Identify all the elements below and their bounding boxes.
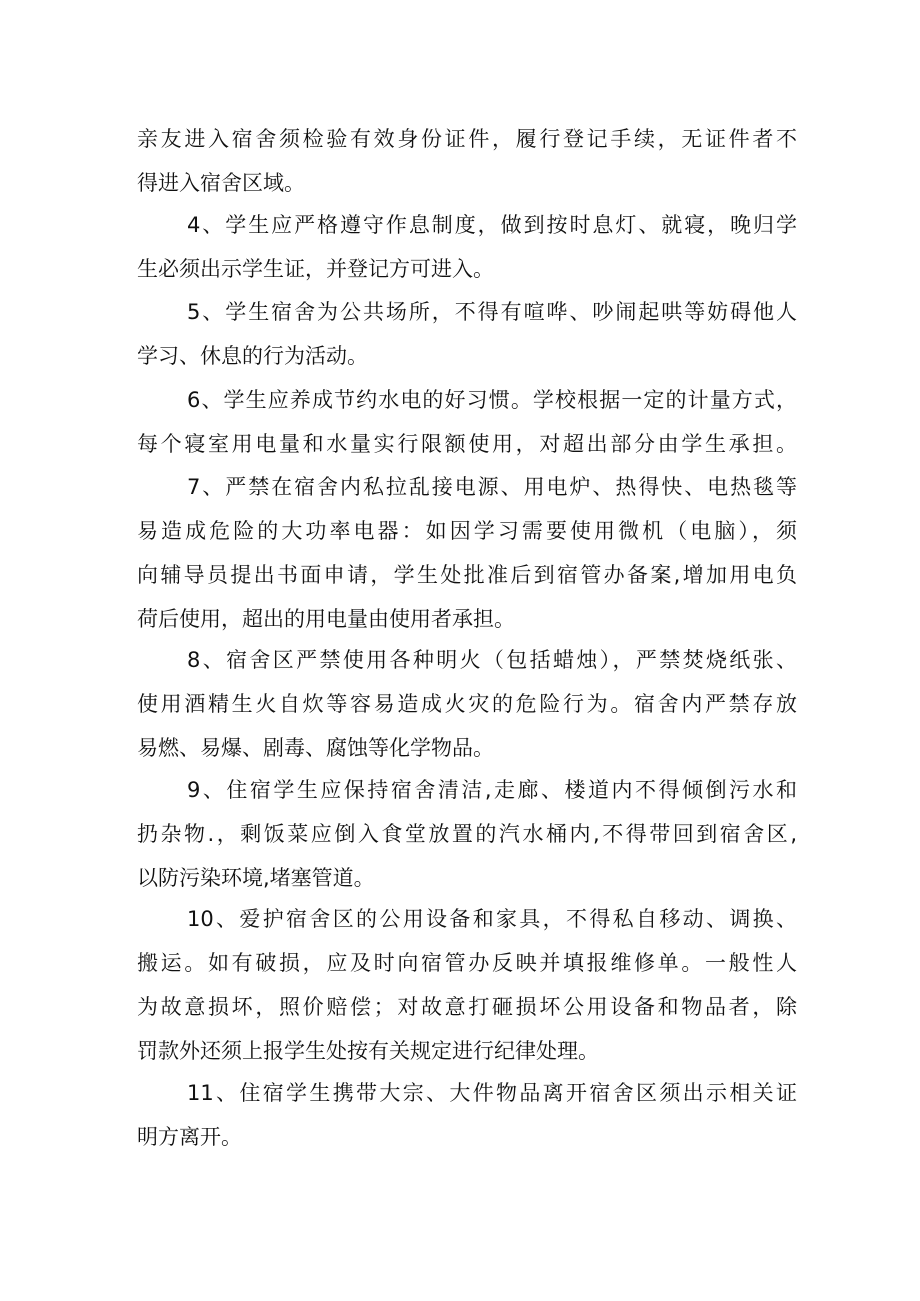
paragraph-line: 亲友进入宿舍须检验有效身份证件，履行登记手续，无证件者不 <box>137 127 797 151</box>
paragraph-line: 生必须出示学生证，并登记方可进入。 <box>137 257 494 281</box>
paragraph-line: 每个寝室用电量和水量实行限额使用，对超出部分由学生承担。 <box>137 432 797 456</box>
paragraph-line: 6、学生应养成节约水电的好习惯。学校根据一定的计量方式， <box>187 388 797 412</box>
paragraph-rule-11 <box>137 1071 797 1159</box>
paragraph-line: 5、学生宿舍为公共场所，不得有喧哗、吵闹起哄等妨碍他人 <box>187 300 797 324</box>
paragraph-line: 罚款外还须上报学生处按有关规定进行纪律处理。 <box>137 1039 599 1063</box>
paragraph-rule-8 <box>137 638 797 770</box>
paragraph-rule-4 <box>137 203 797 291</box>
paragraph-line: 使用酒精生火自炊等容易造成火灾的危险行为。宿舍内严禁存放 <box>137 692 797 716</box>
paragraph-rule-6 <box>137 378 797 466</box>
paragraph-line: 搬运。如有破损，应及时向宿管办反映并填报维修单。一般性人 <box>137 951 797 975</box>
paragraph-line: 向辅导员提出书面申请，学生处批准后到宿管办备案,增加用电负 <box>137 563 797 587</box>
paragraph-line: 得进入宿舍区域。 <box>137 171 305 195</box>
paragraph-line: 易燃、易爆、剧毒、腐蚀等化学物品。 <box>137 736 494 760</box>
paragraph-line: 扔杂物.，剩饭菜应倒入食堂放置的汽水桶内,不得带回到宿舍区, <box>137 822 797 846</box>
paragraph-rule-10 <box>137 897 797 1073</box>
paragraph-line: 8、宿舍区严禁使用各种明火（包括蜡烛），严禁焚烧纸张、 <box>187 648 797 672</box>
paragraph-line: 明方离开。 <box>137 1125 242 1149</box>
paragraph-line: 荷后使用，超出的用电量由使用者承担。 <box>137 607 515 631</box>
paragraph-rule-9 <box>137 768 797 900</box>
paragraph-line: 学习、休息的行为活动。 <box>137 344 368 368</box>
paragraph-visitor-registration <box>137 117 797 205</box>
paragraph-rule-5 <box>137 290 797 378</box>
paragraph-line: 4、学生应严格遵守作息制度，做到按时息灯、就寝，晚归学 <box>187 213 797 237</box>
paragraph-line: 10、爱护宿舍区的公用设备和家具，不得私自移动、调换、 <box>187 907 797 931</box>
paragraph-line: 以防污染环境,堵塞管道。 <box>137 866 375 890</box>
paragraph-line: 易造成危险的大功率电器：如因学习需要使用微机（电脑），须 <box>137 519 797 543</box>
paragraph-line: 11、住宿学生携带大宗、大件物品离开宿舍区须出示相关证 <box>187 1081 797 1105</box>
paragraph-line: 9、住宿学生应保持宿舍清洁,走廊、楼道内不得倾倒污水和 <box>187 778 797 802</box>
paragraph-line: 为故意损坏，照价赔偿；对故意打砸损坏公用设备和物品者，除 <box>137 995 797 1019</box>
paragraph-rule-7 <box>137 465 797 641</box>
paragraph-line: 7、严禁在宿舍内私拉乱接电源、用电炉、热得快、电热毯等 <box>187 475 797 499</box>
